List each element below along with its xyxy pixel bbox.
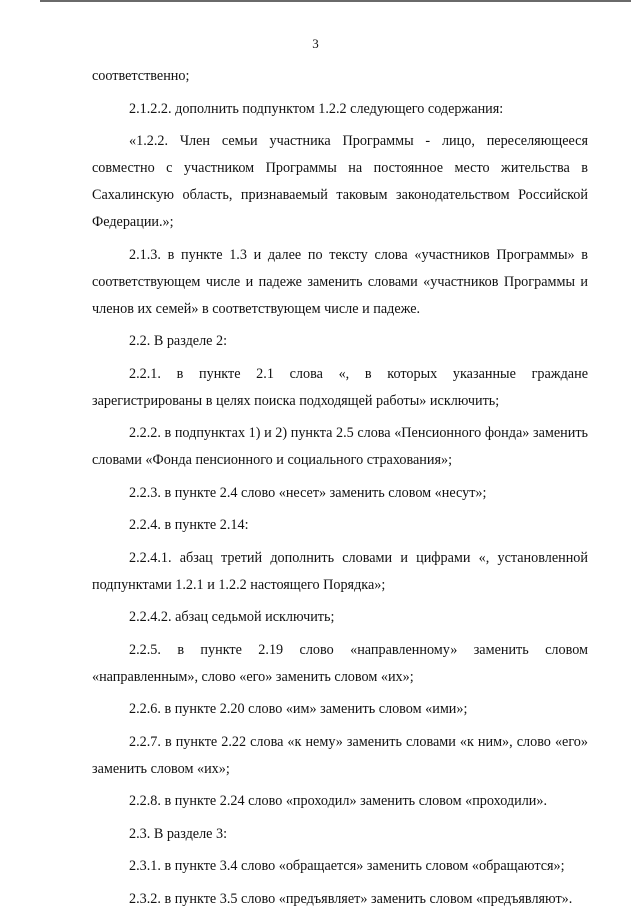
scan-edge-line <box>40 0 631 2</box>
page-number: 3 <box>312 36 319 51</box>
paragraph-2-1-3: 2.1.3. в пункте 1.3 и далее по тексту слова «участников Программы» в соответствующем числе и падеже заменить словами «участников Программы и членов их семей» в соответствующем числе и падеже. <box>92 246 588 317</box>
paragraph-2-2-4: 2.2.4. в пункте 2.14: <box>129 517 249 533</box>
paragraph-2-2-5: 2.2.5. в пункте 2.19 слово «направленному» заменить словом «направленным», слово «его» заменить словом «их»; <box>92 641 588 685</box>
paragraph-2-1-2-2: 2.1.2.2. дополнить подпунктом 1.2.2 следующего содержания: <box>129 100 504 117</box>
paragraph-2-2-2: 2.2.2. в подпунктах 1) и 2) пункта 2.5 слова «Пенсионного фонда» заменить словами «Фонда пенсионного и социального страхования»; <box>92 425 588 468</box>
section-heading-2-2: 2.2. В разделе 2: <box>129 333 228 349</box>
paragraph-2-3-1: 2.3.1. в пункте 3.4 слово «обращается» заменить словом «обращаются»; <box>129 858 565 874</box>
paragraph-2-2-4-2: 2.2.4.2. абзац седьмой исключить; <box>129 609 335 625</box>
paragraph-2-2-6: 2.2.6. в пункте 2.20 слово «им» заменить словом «ими»; <box>129 701 468 717</box>
paragraph-2-3-2: 2.3.2. в пункте 3.5 слово «предъявляет» заменить словом «предъявляют». <box>129 890 573 907</box>
paragraph-2-2-7: 2.2.7. в пункте 2.22 слова «к нему» заменить словами «к ним», слово «его» заменить словом «их»; <box>92 733 588 777</box>
paragraph-quote-1-2-2: «1.2.2. Член семьи участника Программы - лицо, переселяющееся совместно с участником Программы на постоянное место жительства в Сахалинскую область, признаваемый таковым законодательством Российской Федерации.»; <box>92 133 588 230</box>
paragraph-2-2-3: 2.2.3. в пункте 2.4 слово «несет» заменить словом «несут»; <box>129 484 487 501</box>
paragraph-2-2-1: 2.2.1. в пункте 2.1 слова «, в которых указанные граждане зарегистрированы в целях поиска подходящей работы» исключить; <box>92 365 588 409</box>
section-heading-2-3: 2.3. В разделе 3: <box>129 825 228 842</box>
document-body <box>92 63 588 918</box>
paragraph-continuation: соответственно; <box>92 68 190 84</box>
paragraph-2-2-8: 2.2.8. в пункте 2.24 слово «проходил» заменить словом «проходили». <box>129 793 548 809</box>
paragraph-2-2-4-1: 2.2.4.1. абзац третий дополнить словами и цифрами «, установленной подпунктами 1.2.1 и 1.2.2 настоящего Порядка»; <box>92 549 588 593</box>
